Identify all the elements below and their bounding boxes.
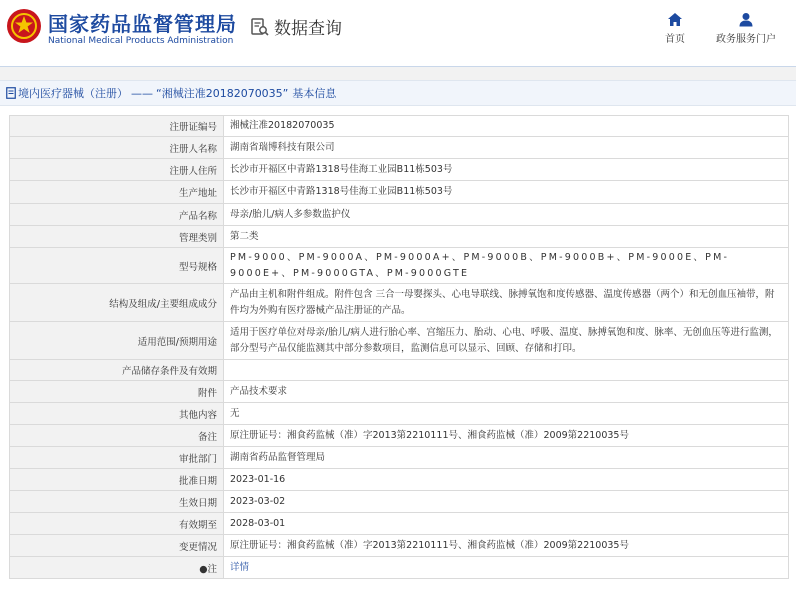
field-label: 生产地址 xyxy=(10,181,224,204)
field-label: 产品名称 xyxy=(10,204,224,226)
data-query-icon xyxy=(250,17,270,37)
table-row xyxy=(10,322,789,360)
table-row xyxy=(10,381,789,403)
nav-home[interactable] xyxy=(665,12,685,45)
device-info-table xyxy=(9,115,789,579)
field-label: 批准日期 xyxy=(10,469,224,491)
field-value: 产品技术要求 xyxy=(224,381,789,403)
breadcrumb-separator: —— xyxy=(131,86,153,100)
field-value: 湖南省瑞博科技有限公司 xyxy=(224,137,789,159)
content-gap xyxy=(0,67,796,80)
table-row xyxy=(10,360,789,381)
nav-service-portal[interactable] xyxy=(716,12,776,45)
field-value: 2023-03-02 xyxy=(224,491,789,513)
field-value xyxy=(224,360,789,381)
table-row xyxy=(10,557,789,579)
field-value: 2028-03-01 xyxy=(224,513,789,535)
page-title: 数据查询 xyxy=(274,19,342,39)
brand-title[interactable]: 国家药品监督管理局 xyxy=(48,12,237,36)
field-value: 2023-01-16 xyxy=(224,469,789,491)
breadcrumb-section[interactable]: 境内医疗器械（注册） xyxy=(18,87,128,100)
table-row xyxy=(10,425,789,447)
site-header xyxy=(0,0,796,64)
field-label-text: 注 xyxy=(207,563,217,575)
table-row xyxy=(10,447,789,469)
field-label: 备注 xyxy=(10,425,224,447)
field-label: 审批部门 xyxy=(10,447,224,469)
table-row xyxy=(10,491,789,513)
table-row xyxy=(10,469,789,491)
field-label: 结构及组成/主要组成成分 xyxy=(10,284,224,322)
field-value: 湘械注准20182070035 xyxy=(224,116,789,137)
table-row xyxy=(10,403,789,425)
field-label: 管理类别 xyxy=(10,226,224,248)
field-value: 原注册证号：湘食药监械（准）字2013第2210111号、湘食药监械（准）2009第2210035号 xyxy=(224,425,789,447)
table-row xyxy=(10,248,789,284)
field-value xyxy=(224,557,789,579)
nav-service-portal-label: 政务服务门户 xyxy=(716,34,776,45)
table-row xyxy=(10,181,789,204)
home-icon xyxy=(667,12,683,27)
field-label: 其他内容 xyxy=(10,403,224,425)
field-label: 产品储存条件及有效期 xyxy=(10,360,224,381)
field-label: 适用范围/预期用途 xyxy=(10,322,224,360)
details-link[interactable]: 详情 xyxy=(230,561,250,573)
user-icon xyxy=(738,12,754,27)
table-row xyxy=(10,137,789,159)
field-label: 型号规格 xyxy=(10,248,224,284)
field-value: 长沙市开福区中青路1318号佳海工业园B11栋503号 xyxy=(224,181,789,204)
table-row xyxy=(10,535,789,557)
field-label: 有效期至 xyxy=(10,513,224,535)
page-title-group xyxy=(250,14,342,39)
table-row xyxy=(10,204,789,226)
field-label: 注册证编号 xyxy=(10,116,224,137)
field-label: 附件 xyxy=(10,381,224,403)
field-value: 产品由主机和附件组成。附件包含 三合一母婴探头、心电导联线、脉搏氧饱和度传感器、温度传感器（两个）和无创血压袖带，附件均为外购有医疗器械产品注册证的产品。 xyxy=(224,284,789,322)
field-value: 湖南省药品监督管理局 xyxy=(224,447,789,469)
brand-subtitle: National Medical Products Administration xyxy=(48,36,234,46)
field-value: 适用于医疗单位对母亲/胎儿/病人进行胎心率、宫缩压力、胎动、心电、呼吸、温度、脉搏氧饱和度、脉率、无创血压等进行监测，部分型号产品仅能监测其中部分参数项目，监测信息可以显示、回顾、存储和打印。 xyxy=(224,322,789,360)
field-label: 变更情况 xyxy=(10,535,224,557)
field-label: 生效日期 xyxy=(10,491,224,513)
field-label: 注册人住所 xyxy=(10,159,224,181)
field-value: 长沙市开福区中青路1318号佳海工业园B11栋503号 xyxy=(224,159,789,181)
field-value: 母亲/胎儿/病人多参数监护仪 xyxy=(224,204,789,226)
breadcrumb xyxy=(0,80,796,106)
star-icon: ● xyxy=(199,563,208,575)
table-row xyxy=(10,226,789,248)
field-value: PM-9000、PM-9000A、PM-9000A+、PM-9000B、PM-9000B+、PM-9000E、PM-9000E+、PM-9000GTA、PM-9000GTE xyxy=(224,248,789,284)
nav-home-label: 首页 xyxy=(665,34,685,45)
field-label xyxy=(10,557,224,579)
breadcrumb-record: “湘械注准20182070035” xyxy=(156,87,289,100)
table-row xyxy=(10,159,789,181)
national-emblem-logo xyxy=(6,8,42,44)
field-label: 注册人名称 xyxy=(10,137,224,159)
table-row xyxy=(10,513,789,535)
table-row xyxy=(10,284,789,322)
field-value: 第二类 xyxy=(224,226,789,248)
field-value: 原注册证号：湘食药监械（准）字2013第2210111号、湘食药监械（准）2009第2210035号 xyxy=(224,535,789,557)
breadcrumb-suffix: 基本信息 xyxy=(292,87,337,100)
field-value: 无 xyxy=(224,403,789,425)
document-icon xyxy=(6,87,16,99)
table-row xyxy=(10,116,789,137)
